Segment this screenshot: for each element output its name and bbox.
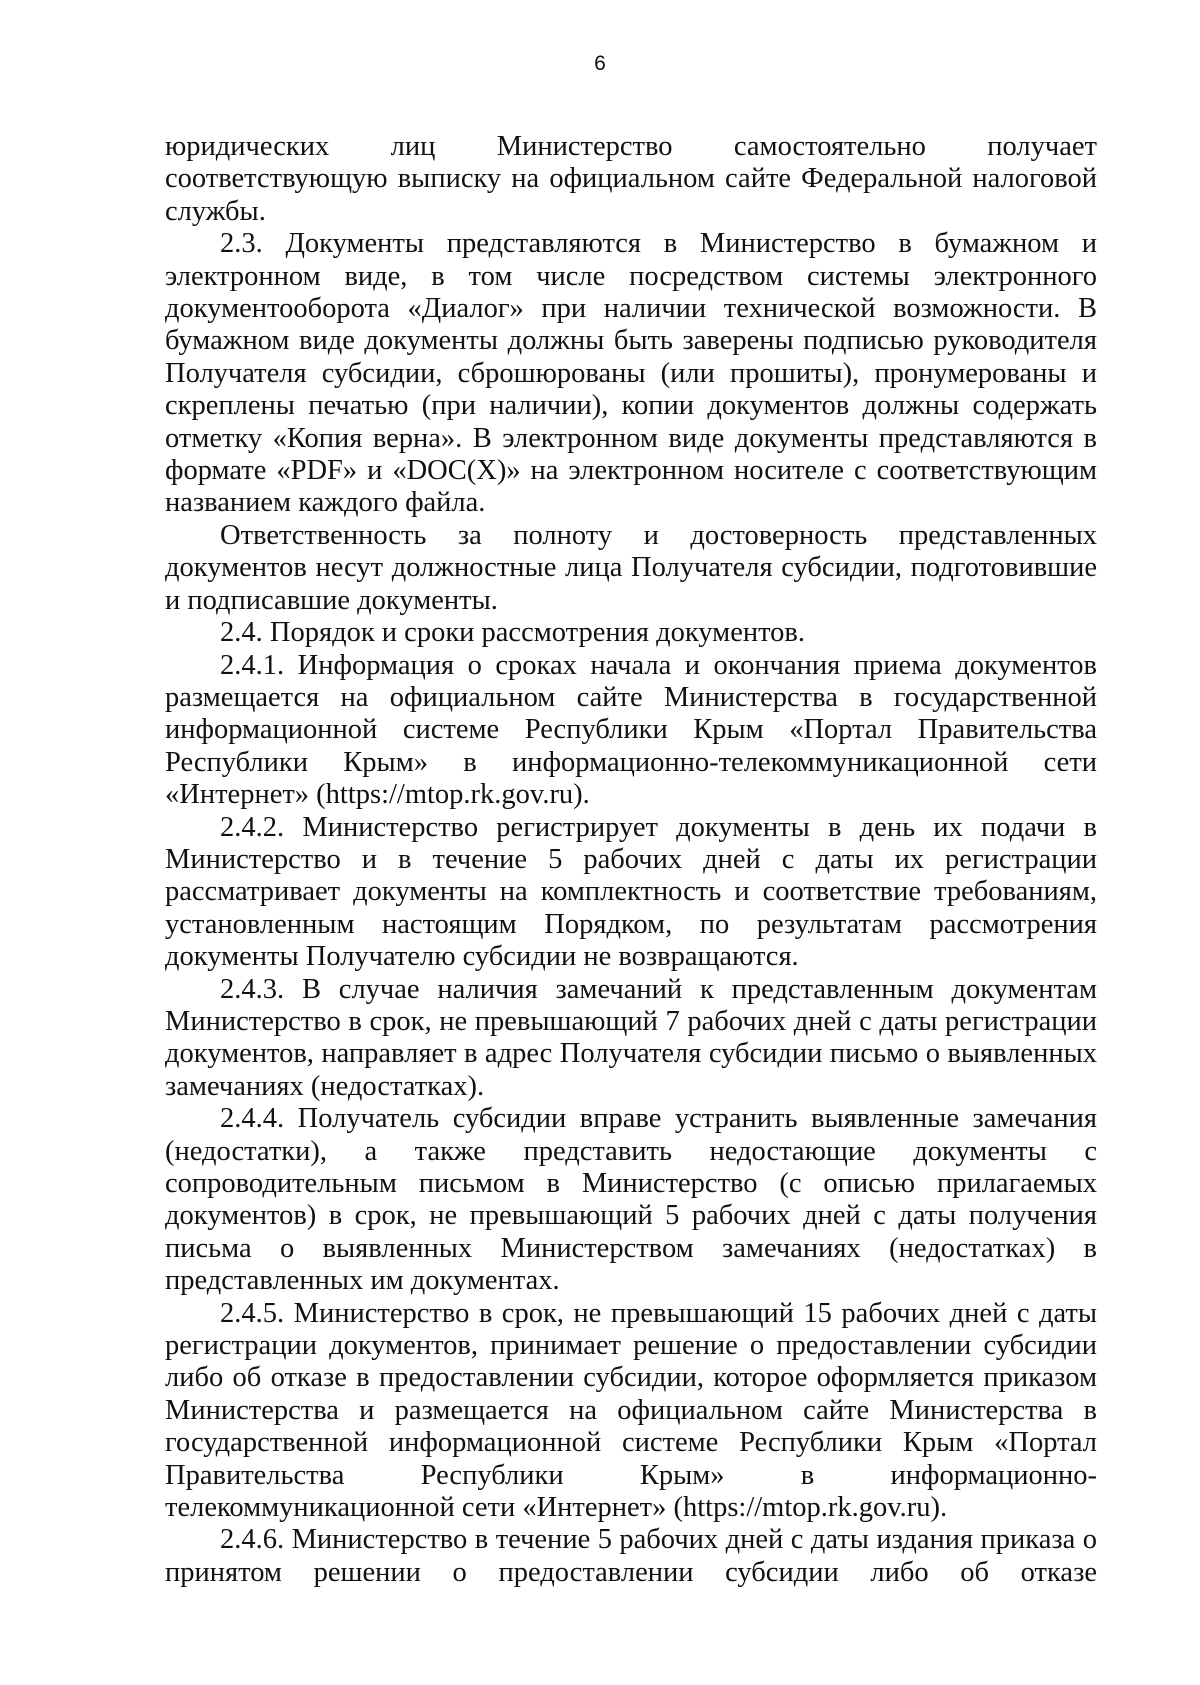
paragraph-2-4-5: 2.4.5. Министерство в срок, не превышающий 15 рабочих дней с даты регистрации документов, принимает решение о предоставлении субсидии либо об отказе в предоставлении субсидии, которое оформляется приказом Министерства и размещается на официальном сайте Министерства в государственной информационной системе Республики Крым «Портал Правительства Республики Крым» в информационно-телекоммуникационной сети «Интернет» (https://mtop.rk.gov.ru). xyxy=(165,1297,1097,1524)
paragraph-responsibility: Ответственность за полноту и достоверность представленных документов несут должностные лица Получателя субсидии, подготовившие и подписавшие документы. xyxy=(165,519,1097,616)
page-number: 6 xyxy=(594,52,606,75)
paragraph-2-4-heading: 2.4. Порядок и сроки рассмотрения документов. xyxy=(220,617,806,649)
paragraph-2-3: 2.3. Документы представляются в Министерство в бумажном и электронном виде, в том числе посредством системы электронного документооборота «Диалог» при наличии технической возможности. В бумажном виде документы должны быть заверены подписью руководителя Получателя субсидии, сброшюрованы (или прошиты), пронумерованы и скреплены печатью (при наличии), копии документов должны содержать отметку «Копия верна». В электронном виде документы представляются в формате «PDF» и «DOC(X)» на электронном носителе с соответствующим названием каждого файла. xyxy=(165,228,1097,519)
paragraph-2-4-1: 2.4.1. Информация о сроках начала и окончания приема документов размещается на официальном сайте Министерства в государственной информационной системе Республики Крым «Портал Правительства Республики Крым» в информационно-телекоммуникационной сети «Интернет» (https://mtop.rk.gov.ru). xyxy=(165,649,1097,811)
paragraph-2-4-4: 2.4.4. Получатель субсидии вправе устранить выявленные замечания (недостатки), а также представить недостающие документы с сопроводительным письмом в Министерство (с описью прилагаемых документов) в срок, не превышающий 5 рабочих дней с даты получения письма о выявленных Министерством замечаниях (недостатках) в представленных им документах. xyxy=(165,1103,1097,1297)
paragraph-continuation: юридических лиц Министерство самостоятельно получает соответствующую выписку на официальном сайте Федеральной налоговой службы. xyxy=(165,131,1097,227)
paragraph-2-4-6: 2.4.6. Министерство в течение 5 рабочих дней с даты издания приказа о принятом решении о предоставлении субсидии либо об отказе xyxy=(165,1524,1097,1588)
paragraph-2-4-2: 2.4.2. Министерство регистрирует документы в день их подачи в Министерство и в течение 5 рабочих дней с даты их регистрации рассматривает документы на комплектность и соответствие требованиям, установленным настоящим Порядком, по результатам рассмотрения документы Получателю субсидии не возвращаются. xyxy=(165,811,1097,973)
paragraph-2-4-3: 2.4.3. В случае наличия замечаний к представленным документам Министерство в срок, не превышающий 7 рабочих дней с даты регистрации документов, направляет в адрес Получателя субсидии письмо о выявленных замечаниях (недостатках). xyxy=(165,973,1097,1102)
document-body xyxy=(165,131,1097,1589)
